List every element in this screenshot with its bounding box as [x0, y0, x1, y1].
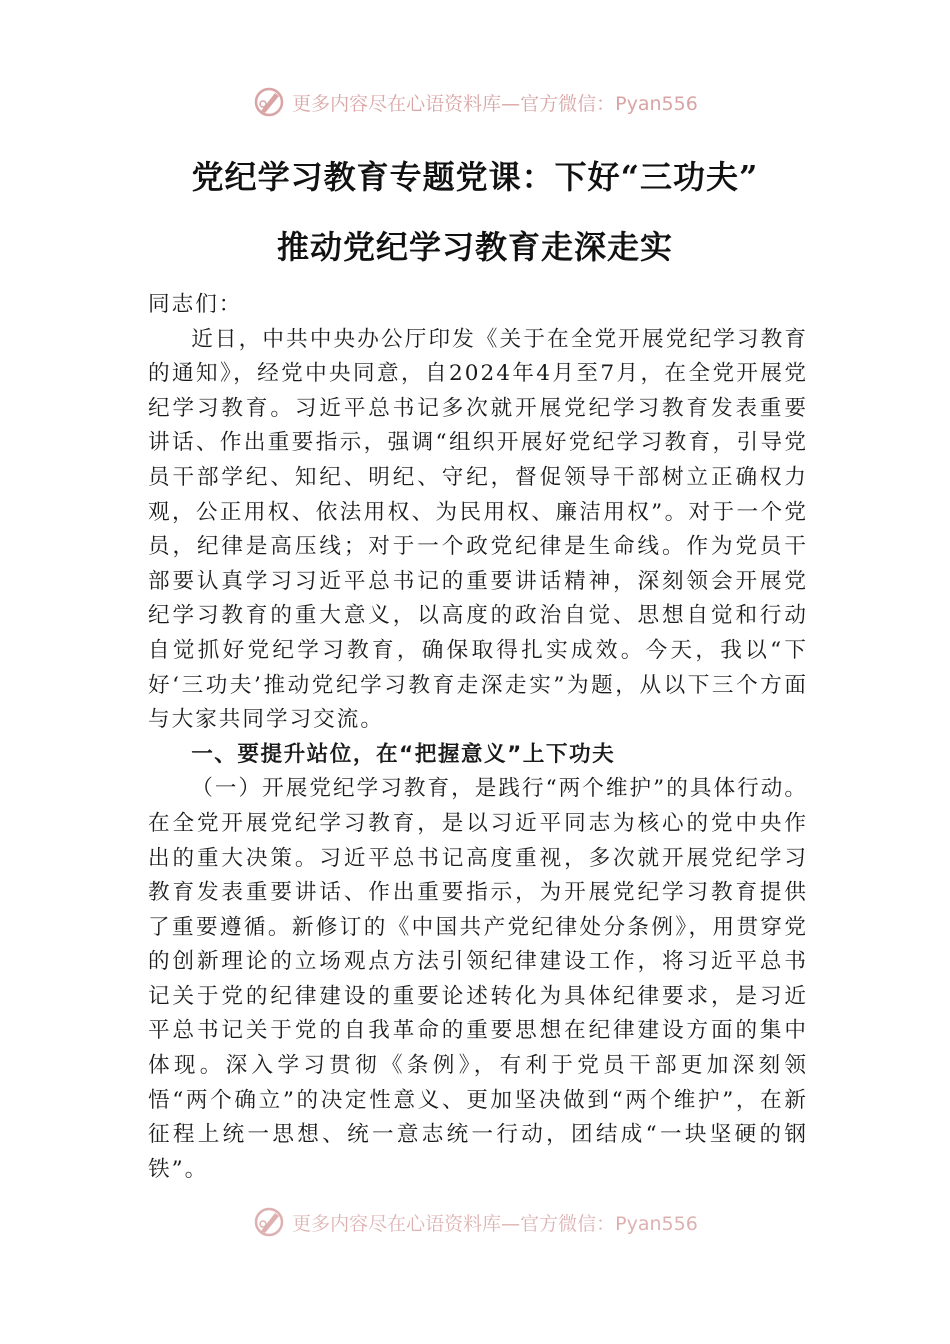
watermark-footer — [0, 1202, 950, 1242]
intro-paragraph: 近日，中共中央办公厅印发《关于在全党开展党纪学习教育的通知》，经党中央同意，自2024年4月至7月，在全党开展党纪学习教育。习近平总书记多次就开展党纪学习教育发表重要讲话、作出重要指示，强调“组织开展好党纪学习教育，引导党员干部学纪、知纪、明纪、守纪，督促领导干部树立正确权力观，公正用权、依法用权、为民用权、廉洁用权”。对于一个党员，纪律是高压线；对于一个政党纪律是生命线。作为党员干部要认真学习习近平总书记的重要讲话精神，深刻领会开展党纪学习教育的重大意义，以高度的政治自觉、思想自觉和行动自觉抓好党纪学习教育，确保取得扎实成效。今天，我以“下好‘三功夫’推动党纪学习教育走深走实”为题，从以下三个方面与大家共同学习交流。 — [148, 326, 808, 733]
salutation: 同志们： — [148, 292, 243, 317]
document-body — [148, 288, 808, 1187]
watermark-header — [0, 82, 950, 122]
section1-paragraph: （一）开展党纪学习教育，是践行“两个维护”的具体行动。在全党开展党纪学习教育，是以习近平同志为核心的党中央作出的重大决策。习近平总书记高度重视，多次就开展党纪学习教育发表重要讲话、作出重要指示，为开展党纪学习教育提供了重要遵循。新修订的《中国共产党纪律处分条例》，用贯穿党的创新理论的立场观点方法引领纪律建设工作，将习近平总书记关于党的纪律建设的重要论述转化为具体纪律要求，是习近平总书记关于党的自我革命的重要思想在纪律建设方面的集中体现。深入学习贯彻《条例》，有利于党员干部更加深刻领悟“两个确立”的决定性意义、更加坚决做到“两个维护”，在新征程上统一思想、统一意志统一行动，团结成“一块坚硬的钢铁”。 — [148, 776, 808, 1182]
pen-logo-icon — [252, 1205, 286, 1239]
pen-logo-icon — [252, 85, 286, 119]
watermark-text: 更多内容尽在心语资料库—官方微信：Pyan556 — [292, 92, 698, 115]
document-title-line1: 党纪学习教育专题党课：下好“三功夫” — [191, 158, 759, 196]
document-title-line2: 推动党纪学习教育走深走实 — [276, 228, 673, 266]
watermark-text: 更多内容尽在心语资料库—官方微信：Pyan556 — [292, 1212, 698, 1235]
section-heading-1: 一、要提升站位，在“把握意义”上下功夫 — [191, 741, 616, 767]
